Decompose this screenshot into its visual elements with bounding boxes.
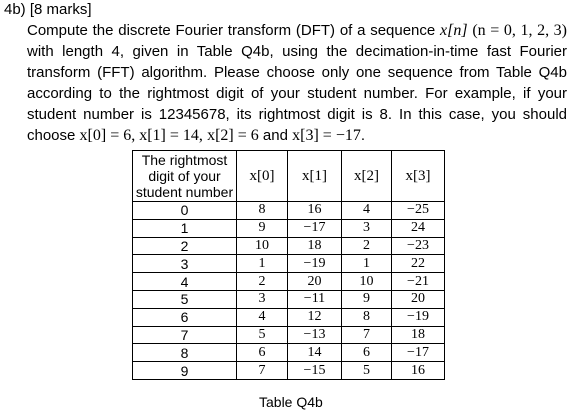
- cell-x0: 6: [237, 344, 288, 362]
- sequence-symbol: x[n]: [440, 22, 468, 39]
- example-values-2: x[2] = 6: [207, 127, 259, 144]
- table-row: [133, 219, 445, 237]
- example-values-1: x[0] = 6, x[1] = 14,: [79, 127, 203, 144]
- row-digit: 7: [133, 326, 237, 344]
- cell-x2: 4: [342, 202, 392, 220]
- table-row: [133, 255, 445, 273]
- cell-x1: −15: [288, 362, 342, 380]
- table-caption: Table Q4b: [259, 394, 323, 410]
- cell-x0: 1: [237, 255, 288, 273]
- cell-x1: 14: [288, 344, 342, 362]
- row-digit: 1: [133, 219, 237, 237]
- header-x0: x[0]: [237, 151, 288, 202]
- cell-x2: 6: [342, 344, 392, 362]
- example-values-3: x[3] = −17: [292, 127, 361, 144]
- table-row: [133, 290, 445, 308]
- cell-x1: 16: [288, 202, 342, 220]
- header-x1: x[1]: [288, 151, 342, 202]
- cell-x0: 5: [237, 326, 288, 344]
- question-text-part2: with length 4, given in Table Q4b, using the decimation-in-time fast Fourier transform (FFT) algorithm. Please choose only one sequence from Table Q4b according to the rightmost digit of your student number. For example, if your student number is 12345678, its rightmost digit is 8. In this case, you should choose: [27, 43, 567, 144]
- row-digit: 8: [133, 344, 237, 362]
- row-digit: 9: [133, 362, 237, 380]
- header-x2: x[2]: [342, 151, 392, 202]
- cell-x3: 22: [392, 255, 445, 273]
- cell-x1: 12: [288, 308, 342, 326]
- cell-x3: −21: [392, 273, 445, 291]
- cell-x3: 20: [392, 290, 445, 308]
- table-row: [133, 344, 445, 362]
- cell-x2: 7: [342, 326, 392, 344]
- cell-x3: −19: [392, 308, 445, 326]
- question-text-part1: Compute the discrete Fourier transform (DFT) of a sequence: [27, 22, 441, 39]
- cell-x0: 9: [237, 219, 288, 237]
- table-header-row: [133, 151, 445, 202]
- cell-x1: 18: [288, 237, 342, 255]
- row-digit: 6: [133, 308, 237, 326]
- cell-x0: 4: [237, 308, 288, 326]
- cell-x3: 16: [392, 362, 445, 380]
- header-x3: x[3]: [392, 151, 445, 202]
- cell-x2: 2: [342, 237, 392, 255]
- question-header: [4, 1, 92, 19]
- row-digit: 0: [133, 202, 237, 220]
- index-range: (n = 0, 1, 2, 3): [472, 22, 567, 39]
- question-number: 4b): [4, 1, 26, 18]
- question-text: [27, 20, 567, 146]
- question-marks: [8 marks]: [29, 1, 92, 18]
- cell-x1: −13: [288, 326, 342, 344]
- cell-x2: 10: [342, 273, 392, 291]
- cell-x1: −17: [288, 219, 342, 237]
- table-row: [133, 237, 445, 255]
- row-digit: 3: [133, 255, 237, 273]
- cell-x3: −17: [392, 344, 445, 362]
- sentence-end: .: [360, 127, 366, 144]
- cell-x0: 10: [237, 237, 288, 255]
- header-rightmost-digit: [133, 151, 237, 202]
- header-digit-line: digit of your: [148, 168, 221, 184]
- cell-x2: 9: [342, 290, 392, 308]
- table-row: [133, 362, 445, 380]
- row-digit: 4: [133, 273, 237, 291]
- cell-x0: 8: [237, 202, 288, 220]
- row-digit: 5: [133, 290, 237, 308]
- header-digit-line: The rightmost: [141, 152, 228, 168]
- cell-x2: 8: [342, 308, 392, 326]
- cell-x1: 20: [288, 273, 342, 291]
- row-digit: 2: [133, 237, 237, 255]
- cell-x3: −25: [392, 202, 445, 220]
- cell-x3: 18: [392, 326, 445, 344]
- cell-x1: −11: [288, 290, 342, 308]
- cell-x3: −23: [392, 237, 445, 255]
- cell-x3: 24: [392, 219, 445, 237]
- table-row: [133, 308, 445, 326]
- cell-x2: 1: [342, 255, 392, 273]
- header-digit-line: student number: [135, 184, 234, 200]
- cell-x0: 7: [237, 362, 288, 380]
- sequence-table: [132, 150, 445, 380]
- cell-x2: 5: [342, 362, 392, 380]
- table-row: [133, 273, 445, 291]
- cell-x1: −19: [288, 255, 342, 273]
- table-row: [133, 326, 445, 344]
- cell-x0: 2: [237, 273, 288, 291]
- cell-x2: 3: [342, 219, 392, 237]
- table-row: [133, 202, 445, 220]
- cell-x0: 3: [237, 290, 288, 308]
- conjunction: and: [258, 127, 293, 144]
